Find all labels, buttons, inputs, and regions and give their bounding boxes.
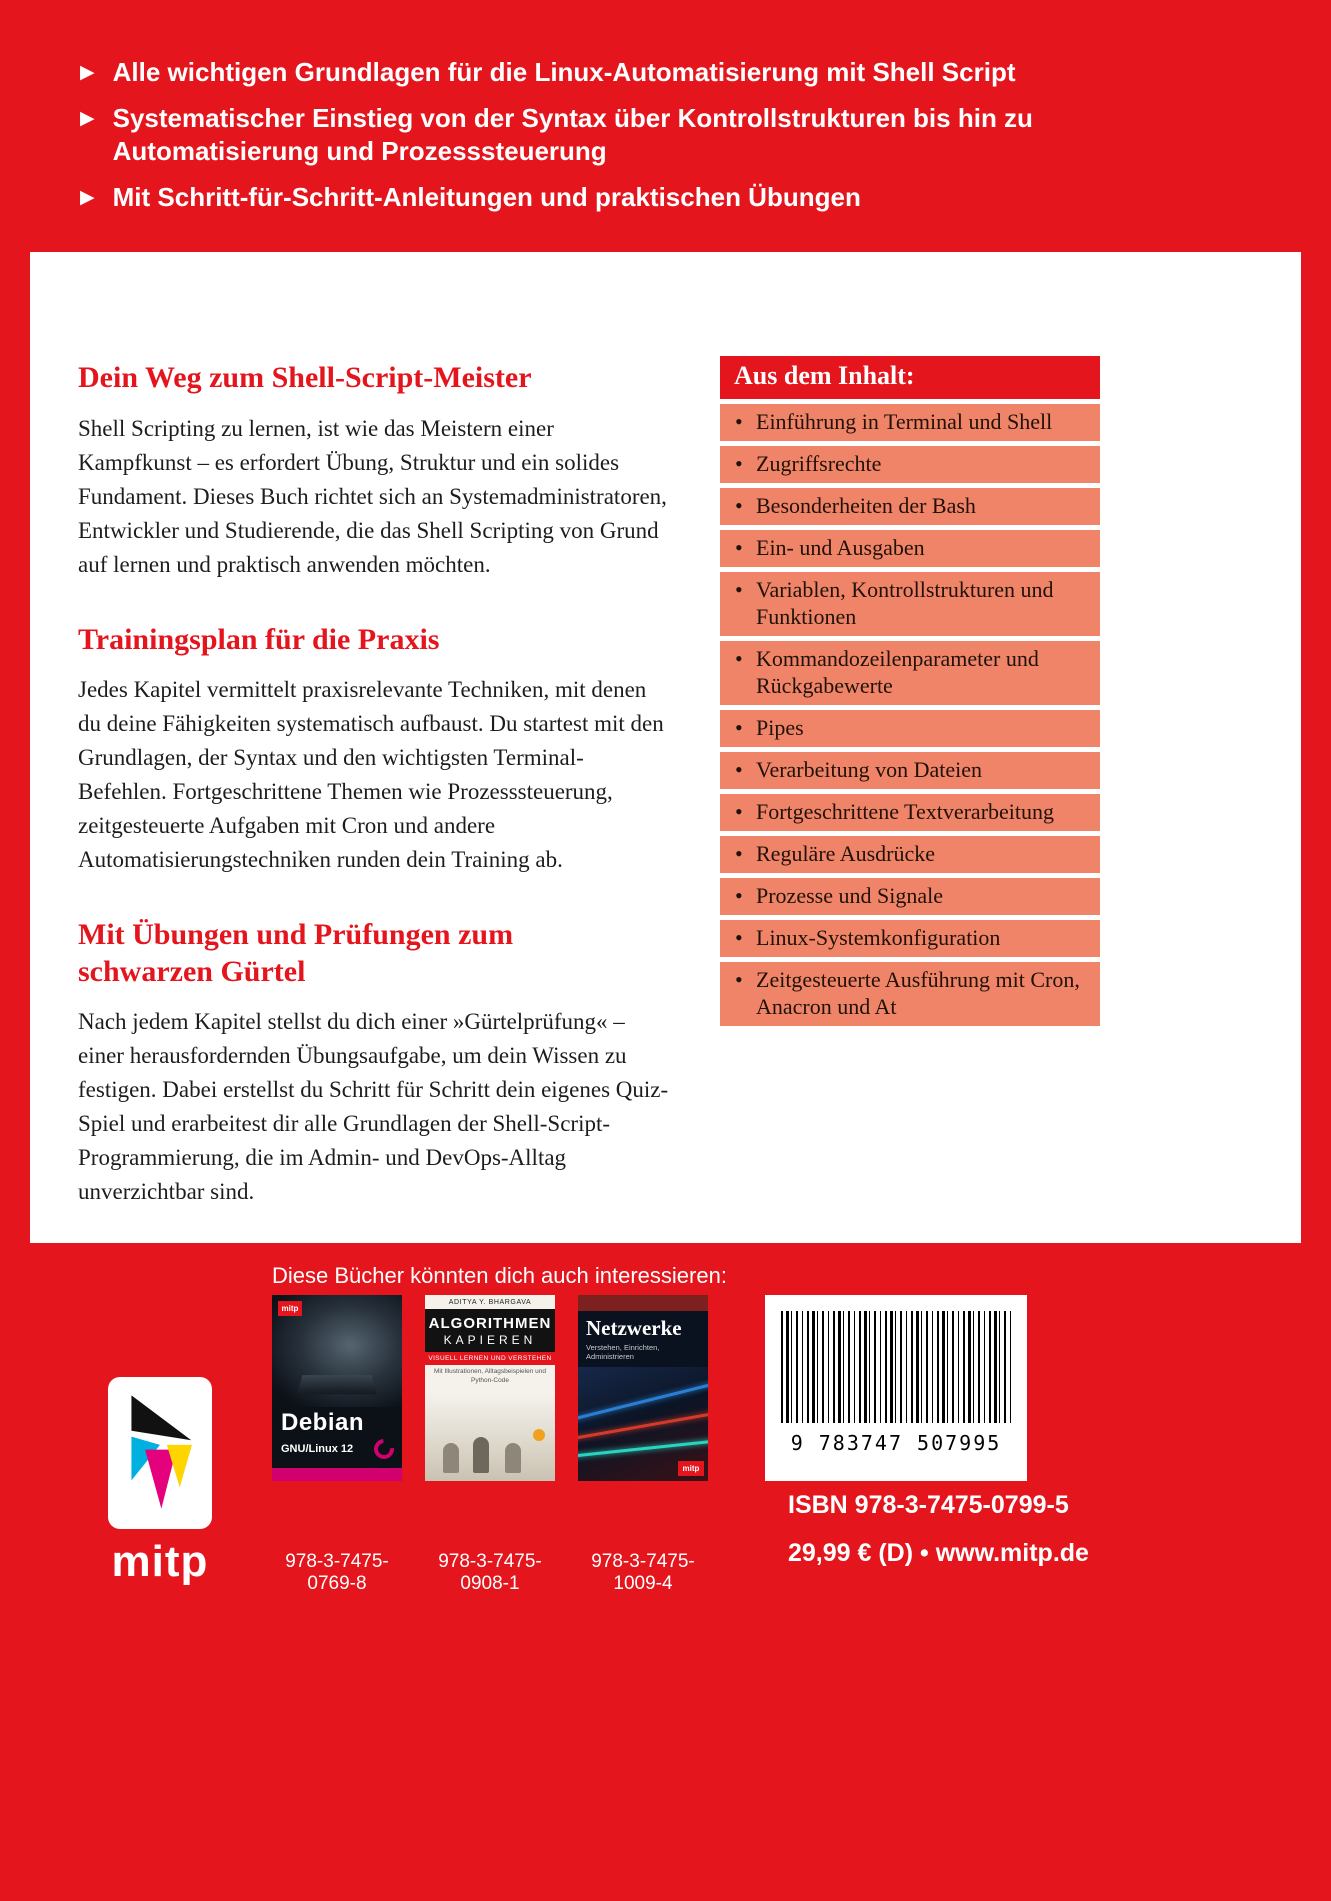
banner-bullet-text: Systematischer Einstieg von der Syntax über Kontrollstrukturen bis hin zu Automatisierung und Prozesssteuerung [112, 103, 1033, 166]
cover-badge [533, 1429, 545, 1441]
section-heading: Trainingsplan für die Praxis [78, 622, 440, 656]
contents-item-label: Besonderheiten der Bash [756, 493, 976, 518]
price-line: 29,99 € (D) • www.mitp.de [788, 1539, 1089, 1567]
footer-band [0, 1243, 1331, 1901]
network-cable-art [578, 1371, 708, 1421]
bullet-icon: • [735, 409, 743, 434]
section-shell-script-meister [78, 360, 670, 582]
banner-bullet [80, 181, 1090, 214]
contents-item [720, 572, 1100, 636]
triangle-bullet-icon: ▶ [80, 108, 95, 129]
bullet-icon: • [735, 646, 743, 671]
book-cover-netzwerke [578, 1295, 708, 1481]
barcode-digits: 9 783747 507995 [790, 1431, 1002, 1455]
bullet-icon: • [735, 451, 743, 476]
bullet-icon: • [735, 967, 743, 992]
book-subtitle: GNU/Linux 12 [281, 1443, 354, 1455]
contents-item-label: Verarbeitung von Dateien [756, 757, 983, 782]
book-cover-algorithmen [425, 1295, 555, 1481]
section-body: Shell Scripting zu lernen, ist wie das Meistern einer Kampfkunst – es erfordert Übung, Struktur und ein solides Fundament. Dieses Buch richtet sich an Systemadministratoren, Entwickler und Studierende, die das Shell Scripting von Grund auf lernen und praktisch anwenden möchten. [78, 415, 667, 577]
book-subtitle: Verstehen, Einrichten, Administrieren [586, 1343, 660, 1361]
cover-figure [505, 1443, 521, 1473]
bullet-icon: • [735, 841, 743, 866]
network-cable-art [578, 1435, 708, 1458]
contents-box [720, 356, 1100, 1243]
mitp-tag: mitp [678, 1461, 704, 1476]
contents-item-label: Ein- und Ausgaben [756, 535, 925, 560]
mitp-logo-mark [126, 1393, 194, 1511]
contents-item-label: Reguläre Ausdrücke [756, 841, 935, 866]
cover-figure [473, 1437, 489, 1473]
contents-item [720, 710, 1100, 747]
contents-item [720, 878, 1100, 915]
section-trainingsplan [78, 622, 670, 878]
top-banner [0, 0, 1331, 214]
book-note: Mit Illustrationen, Alltagsbeispielen und Python-Code [433, 1368, 546, 1384]
contents-item-label: Einführung in Terminal und Shell [756, 409, 1053, 434]
algorithmen-cover-art [425, 1393, 555, 1481]
section-uebungen-pruefungen [78, 917, 670, 1209]
netzwerke-cover-art [578, 1367, 708, 1481]
bullet-icon: • [735, 757, 743, 782]
contents-item [720, 752, 1100, 789]
bullet-icon: • [735, 493, 743, 518]
book-subtitle: KAPIEREN [443, 1333, 537, 1347]
book-isbn: 978-3-7475-0908-1 [438, 1551, 542, 1594]
triangle-bullet-icon: ▶ [80, 62, 95, 83]
contents-box-title: Aus dem Inhalt: [720, 356, 1100, 399]
banner-bullet-text: Mit Schritt-für-Schritt-Anleitungen und praktischen Übungen [112, 182, 861, 212]
debian-bottom-strip [272, 1468, 402, 1481]
book-title: ALGORITHMEN [428, 1315, 552, 1332]
contents-item-label: Variablen, Kontrollstrukturen und Funktionen [756, 577, 1054, 629]
contents-item-label: Prozesse und Signale [756, 883, 943, 908]
mitp-wordmark: mitp [111, 1537, 209, 1586]
banner-bullet [80, 102, 1090, 168]
network-cable-art [578, 1404, 708, 1441]
netzwerke-top-strip [578, 1295, 708, 1311]
contents-item [720, 794, 1100, 831]
cover-figure [443, 1443, 459, 1473]
contents-item-label: Zeitgesteuerte Ausführung mit Cron, Anacron und At [756, 967, 1080, 1019]
section-heading: Dein Weg zum Shell-Script-Meister [78, 361, 532, 394]
book-subtitle-row [281, 1439, 394, 1459]
debian-laptop-art [297, 1375, 376, 1394]
contents-item [720, 920, 1100, 957]
contents-item [720, 446, 1100, 483]
section-body: Jedes Kapitel vermittelt praxisrelevante Techniken, mit denen du deine Fähigkeiten systematisch aufbaust. Du startest mit den Grundlagen, der Syntax und den wichtigsten Terminal-Befehlen. Fortgeschrittene Themen wie Prozesssteuerung, zeitgesteuerte Aufgaben mit Cron und andere Automatisierungstechniken runden dein Training ab. [78, 677, 664, 873]
book-cover-debian [272, 1295, 402, 1481]
bullet-icon: • [735, 799, 743, 824]
contents-item [720, 404, 1100, 441]
contents-item-label: Pipes [756, 715, 804, 740]
contents-item [720, 641, 1100, 705]
contents-item [720, 836, 1100, 873]
contents-item [720, 488, 1100, 525]
book-isbn: 978-3-7475-0769-8 [285, 1551, 389, 1594]
isbn-label: ISBN 978-3-7475-0799-5 [788, 1491, 1069, 1519]
book-title-block [425, 1309, 555, 1352]
banner-bullet [80, 56, 1090, 89]
contents-item-label: Zugriffsrechte [756, 451, 882, 476]
related-books-intro: Diese Bücher könnten dich auch interessieren: [272, 1263, 727, 1288]
mitp-logo [108, 1377, 212, 1529]
contents-item-label: Fortgeschrittene Textverarbeitung [756, 799, 1055, 824]
content-panel [30, 252, 1301, 1243]
mitp-tag: mitp [278, 1301, 302, 1316]
description-column [78, 356, 670, 1243]
contents-item [720, 962, 1100, 1026]
book-tagline: VISUELL LERNEN UND VERSTEHEN [425, 1352, 555, 1365]
bullet-icon: • [735, 535, 743, 560]
barcode [765, 1295, 1027, 1481]
bullet-icon: • [735, 925, 743, 950]
book-title: Debian [281, 1409, 365, 1436]
contents-item-label: Kommandozeilenparameter und Rückgabewerte [756, 646, 1039, 698]
book-title: Netzwerke [586, 1316, 682, 1340]
contents-item-label: Linux-Systemkonfiguration [756, 925, 1001, 950]
bullet-icon: • [735, 577, 743, 602]
barcode-bars [781, 1311, 1011, 1423]
section-heading: Mit Übungen und Prüfungen zum schwarzen Gürtel [78, 918, 514, 988]
book-isbn: 978-3-7475-1009-4 [591, 1551, 695, 1594]
banner-bullet-text: Alle wichtigen Grundlagen für die Linux-Automatisierung mit Shell Script [112, 57, 1016, 87]
debian-swirl-icon [370, 1435, 398, 1463]
triangle-bullet-icon: ▶ [80, 187, 95, 208]
contents-item [720, 530, 1100, 567]
bullet-icon: • [735, 715, 743, 740]
section-body: Nach jedem Kapitel stellst du dich einer »Gürtelprüfung« – einer herausfordernden Übungsaufgabe, um dein Wissen zu festigen. Dabei erstellst du Schritt für Schritt dein eigenes Quiz-Spiel und erarbeitest dir alle Grundlagen der Shell-Script-Programmierung, die im Admin- und DevOps-Alltag unverzichtbar sind. [78, 1009, 669, 1205]
book-author: ADITYA Y. BHARGAVA [448, 1299, 532, 1306]
bullet-icon: • [735, 883, 743, 908]
